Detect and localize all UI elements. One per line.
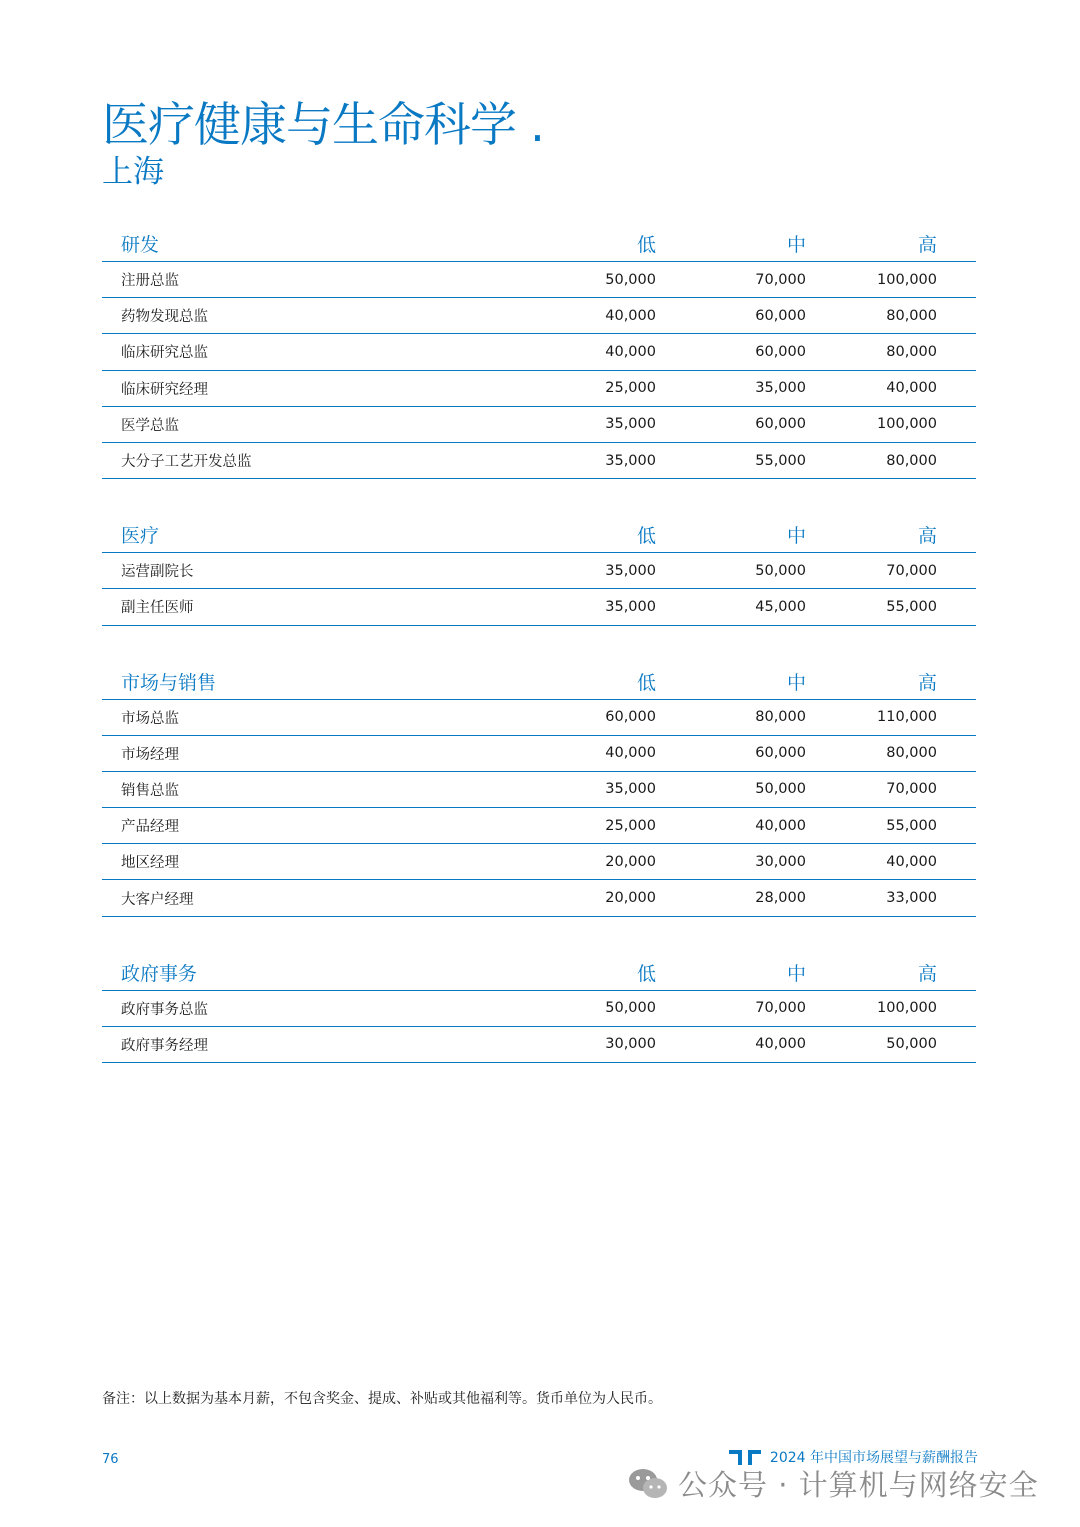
job-title-cell: 市场经理 bbox=[121, 746, 179, 763]
column-header-mid: 中 bbox=[786, 962, 806, 985]
table-row bbox=[102, 808, 976, 844]
column-header-low: 低 bbox=[636, 962, 656, 985]
job-title-cell: 地区经理 bbox=[121, 855, 179, 872]
salary-low-cell: 35,000 bbox=[605, 452, 656, 469]
wechat-icon bbox=[628, 1467, 668, 1501]
salary-high-cell: 40,000 bbox=[886, 380, 937, 397]
column-header-high: 高 bbox=[917, 671, 937, 694]
column-header-high: 高 bbox=[917, 525, 937, 548]
salary-mid-cell: 60,000 bbox=[755, 416, 806, 433]
salary-high-cell: 70,000 bbox=[886, 562, 937, 579]
salary-mid-cell: 50,000 bbox=[755, 562, 806, 579]
section-header bbox=[102, 226, 976, 262]
column-header-low: 低 bbox=[636, 671, 656, 694]
salary-mid-cell: 60,000 bbox=[755, 745, 806, 762]
column-header-low: 低 bbox=[636, 525, 656, 548]
table-row bbox=[102, 298, 976, 334]
table-row bbox=[102, 443, 976, 479]
table-row bbox=[102, 589, 976, 625]
column-header-high: 高 bbox=[917, 234, 937, 256]
salary-mid-cell: 35,000 bbox=[755, 380, 806, 397]
job-title-cell: 注册总监 bbox=[121, 273, 179, 290]
salary-low-cell: 20,000 bbox=[605, 853, 656, 870]
table-row bbox=[102, 700, 976, 736]
section-header bbox=[102, 664, 976, 700]
salary-mid-cell: 50,000 bbox=[755, 781, 806, 798]
salary-high-cell: 80,000 bbox=[886, 343, 937, 360]
watermark bbox=[628, 1463, 1039, 1504]
job-title-cell: 临床研究总监 bbox=[121, 345, 208, 362]
salary-section bbox=[102, 226, 976, 479]
salary-tables bbox=[102, 226, 976, 1101]
job-title-cell: 药物发现总监 bbox=[121, 309, 208, 326]
column-header-mid: 中 bbox=[786, 671, 806, 694]
salary-mid-cell: 55,000 bbox=[755, 452, 806, 469]
job-title-cell: 政府事务总监 bbox=[121, 1001, 208, 1018]
salary-high-cell: 80,000 bbox=[886, 745, 937, 762]
salary-mid-cell: 40,000 bbox=[755, 1036, 806, 1053]
job-title-cell: 医学总监 bbox=[121, 417, 179, 434]
salary-mid-cell: 70,000 bbox=[755, 1000, 806, 1017]
salary-high-cell: 100,000 bbox=[877, 1000, 937, 1017]
column-header-mid: 中 bbox=[786, 525, 806, 548]
salary-section bbox=[102, 664, 976, 917]
section-header bbox=[102, 517, 976, 553]
salary-low-cell: 35,000 bbox=[605, 562, 656, 579]
job-title-cell: 副主任医师 bbox=[121, 600, 194, 617]
salary-mid-cell: 45,000 bbox=[755, 598, 806, 615]
salary-low-cell: 25,000 bbox=[605, 380, 656, 397]
table-row bbox=[102, 880, 976, 916]
job-title-cell: 市场总监 bbox=[121, 710, 179, 727]
salary-mid-cell: 80,000 bbox=[755, 709, 806, 726]
section-title: 政府事务 bbox=[121, 962, 198, 985]
table-row bbox=[102, 334, 976, 370]
salary-low-cell: 35,000 bbox=[605, 416, 656, 433]
section-title: 研发 bbox=[121, 234, 160, 256]
salary-low-cell: 40,000 bbox=[605, 343, 656, 360]
table-row bbox=[102, 991, 976, 1027]
salary-high-cell: 110,000 bbox=[877, 709, 937, 726]
salary-low-cell: 40,000 bbox=[605, 307, 656, 324]
salary-section bbox=[102, 517, 976, 625]
table-row bbox=[102, 736, 976, 772]
report-title: 2024 年中国市场展望与薪酬报告 bbox=[769, 1450, 978, 1466]
salary-high-cell: 100,000 bbox=[877, 416, 937, 433]
column-header-low: 低 bbox=[636, 234, 656, 256]
salary-low-cell: 50,000 bbox=[605, 1000, 656, 1017]
salary-low-cell: 35,000 bbox=[605, 598, 656, 615]
job-title-cell: 产品经理 bbox=[121, 819, 179, 836]
column-header-mid: 中 bbox=[786, 234, 806, 256]
salary-low-cell: 50,000 bbox=[605, 271, 656, 288]
salary-high-cell: 33,000 bbox=[886, 890, 937, 907]
section-title: 医疗 bbox=[121, 525, 160, 548]
salary-high-cell: 80,000 bbox=[886, 307, 937, 324]
page-title: 医疗健康与生命科学 . bbox=[102, 98, 544, 153]
salary-high-cell: 50,000 bbox=[886, 1036, 937, 1053]
title-block bbox=[102, 96, 544, 192]
salary-mid-cell: 60,000 bbox=[755, 307, 806, 324]
table-row bbox=[102, 262, 976, 298]
watermark-text: 公众号 · 计算机与网络安全 bbox=[678, 1468, 1039, 1502]
column-header-high: 高 bbox=[917, 962, 937, 985]
table-row bbox=[102, 772, 976, 808]
salary-mid-cell: 28,000 bbox=[755, 890, 806, 907]
table-row bbox=[102, 407, 976, 443]
salary-low-cell: 35,000 bbox=[605, 781, 656, 798]
job-title-cell: 大客户经理 bbox=[121, 891, 194, 908]
salary-high-cell: 70,000 bbox=[886, 781, 937, 798]
salary-low-cell: 30,000 bbox=[605, 1036, 656, 1053]
salary-mid-cell: 60,000 bbox=[755, 343, 806, 360]
salary-mid-cell: 70,000 bbox=[755, 271, 806, 288]
page-subtitle: 上海 bbox=[102, 154, 164, 190]
table-row bbox=[102, 1027, 976, 1063]
salary-mid-cell: 40,000 bbox=[755, 817, 806, 834]
table-row bbox=[102, 553, 976, 589]
salary-high-cell: 55,000 bbox=[886, 817, 937, 834]
job-title-cell: 临床研究经理 bbox=[121, 381, 208, 398]
job-title-cell: 销售总监 bbox=[121, 782, 179, 799]
salary-section bbox=[102, 955, 976, 1063]
salary-low-cell: 40,000 bbox=[605, 745, 656, 762]
table-row bbox=[102, 371, 976, 407]
section-header bbox=[102, 955, 976, 991]
job-title-cell: 大分子工艺开发总监 bbox=[121, 454, 252, 471]
salary-low-cell: 25,000 bbox=[605, 817, 656, 834]
salary-mid-cell: 30,000 bbox=[755, 853, 806, 870]
salary-high-cell: 40,000 bbox=[886, 853, 937, 870]
job-title-cell: 运营副院长 bbox=[121, 564, 194, 581]
section-title: 市场与销售 bbox=[121, 671, 217, 694]
footnote: 备注：以上数据为基本月薪，不包含奖金、提成、补贴或其他福利等。货币单位为人民币。 bbox=[102, 1391, 662, 1407]
salary-low-cell: 60,000 bbox=[605, 709, 656, 726]
salary-high-cell: 100,000 bbox=[877, 271, 937, 288]
job-title-cell: 政府事务经理 bbox=[121, 1037, 208, 1054]
salary-high-cell: 55,000 bbox=[886, 598, 937, 615]
salary-high-cell: 80,000 bbox=[886, 452, 937, 469]
table-row bbox=[102, 844, 976, 880]
page-number: 76 bbox=[102, 1452, 119, 1467]
salary-low-cell: 20,000 bbox=[605, 890, 656, 907]
